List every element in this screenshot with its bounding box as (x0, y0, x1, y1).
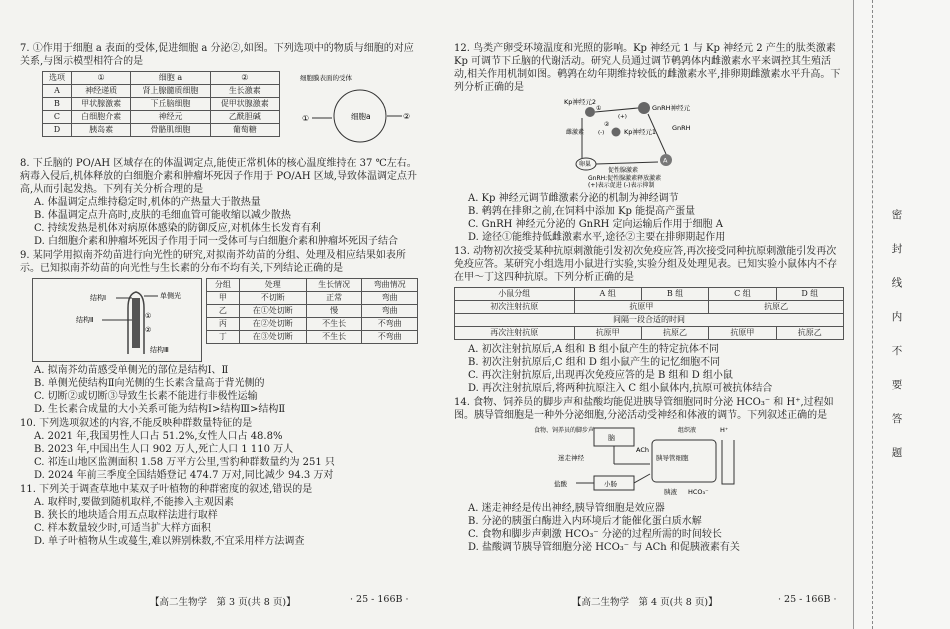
q9-cell: 在②处切断 (239, 318, 306, 331)
question-9 (20, 249, 425, 416)
q14-option-b: B. 分泌的胰蛋白酶进入内环境后才能催化蛋白质水解 (468, 516, 702, 527)
q10-stem: 10. 下列选项叙述的内容,不能反映种群数量特征的是 (20, 418, 253, 429)
q8-stem: 8. 下丘脑的 PO/AH 区域存在的体温调定点,能使正常机体的核心温度维持在 37 ℃左右。病毒入侵后,机体释放的白细胞介素和肿瘤坏死因子作用于 PO/AH 区域,导致体温调定点升高,从而引起发热。下列有关分析合理的是 (20, 158, 417, 195)
q9-option-b: B. 单侧光使结构Ⅱ向光侧的生长素含量高于背光侧的 (34, 378, 265, 389)
q9-header: 生长情况 (306, 279, 362, 292)
q9-structure-3-label: 结构Ⅲ (150, 346, 169, 354)
q7-header: 细胞 a (131, 72, 210, 85)
seal-char: 密 (891, 209, 903, 221)
q13-cell: 初次注射抗原 (455, 301, 575, 314)
q9-cell: 丙 (207, 318, 240, 331)
q12-option-d: D. 途径①能维持低雌激素水平,途径②主要在排卵期起作用 (468, 232, 726, 243)
left-column (20, 42, 425, 548)
q7-cell: 骨骼肌细胞 (131, 124, 210, 137)
q9-cut-1-label: ① (145, 312, 152, 320)
q7-input-label: ① (302, 114, 310, 123)
q7-cell: C (43, 111, 72, 124)
question-11 (20, 483, 425, 548)
q13-option-a: A. 初次注射抗原后,A 组和 B 组小鼠产生的特定抗体不同 (468, 344, 719, 355)
q9-cell: 弯曲 (362, 305, 418, 318)
q12-ovary-label: 卵巢 (579, 161, 592, 168)
q14-intestine-to-duct (634, 474, 650, 483)
q9-cell: 乙 (207, 305, 240, 318)
q9-seedling-stem (132, 298, 140, 348)
q14-duct-cell-label: 胰导管细胞 (656, 454, 689, 462)
q9-cut-2-label: ② (145, 326, 152, 334)
q9-cell: 不切断 (239, 292, 306, 305)
q13-cell: 抗原乙 (709, 301, 844, 314)
q9-structure-1-label: 结构Ⅰ (90, 294, 107, 302)
q8-option-a: A. 体温调定点维持稳定时,机体的产热量大于散热量 (34, 197, 261, 208)
q12-option-b: B. 鹌鹑在排卵之前,在饲料中添加 Kp 能提高产蛋量 (468, 206, 696, 217)
q9-stem: 9. 某同学用拟南芥幼苗进行向光性的研究,对拟南芥幼苗的分组、处理及相应结果如表所示。已知拟南芥幼苗的向光性与生长素的分布不均有关,下列结论正确的是 (20, 250, 406, 274)
question-10 (20, 417, 425, 482)
q10-option-a: A. 2021 年,我国男性人口占 51.2%,女性人口占 48.8% (34, 431, 283, 442)
q14-juice-label: 胰液 (664, 488, 677, 496)
q12-gnrh-neuron (638, 102, 650, 114)
q7-cell-diagram (298, 71, 418, 149)
q12-hormone-arrow (596, 162, 658, 164)
q13-interval-row: 间隔一段合适的时间 (455, 314, 844, 327)
q14-intestine-label: 小肠 (604, 480, 617, 488)
seal-dashed-line (872, 0, 873, 629)
seal-char: 答 (891, 413, 903, 425)
q7-cell: 白细胞介素 (71, 111, 130, 124)
q9-cell: 慢 (306, 305, 362, 318)
q12-kp1-label: Kp神经元1 (624, 128, 657, 136)
seal-char: 不 (891, 345, 903, 357)
q13-header: C 组 (709, 288, 776, 301)
q7-cell: 甲状腺激素 (71, 98, 130, 111)
seal-char: 封 (891, 243, 903, 255)
seal-char: 要 (891, 379, 903, 391)
q9-cell: 不弯曲 (362, 318, 418, 331)
q7-cell: 促甲状腺激素 (210, 98, 279, 111)
q14-ach-label: ACh (636, 446, 649, 454)
q14-hplus-label: H⁺ (720, 426, 729, 434)
q9-cell: 不生长 (306, 331, 362, 344)
q14-secretion-diagram (528, 424, 768, 498)
left-page-footer: 【高二生物学 第 3 页(共 8 页)】 (150, 597, 296, 608)
q14-option-c: C. 食物和脚步声刺激 HCO₃⁻ 分泌的过程所需的时间较长 (468, 529, 722, 540)
seal-char: 线 (891, 277, 903, 289)
q7-output-label: ② (403, 112, 411, 121)
q9-cell: 不弯曲 (362, 331, 418, 344)
q14-food-label: 食物、饲养员的脚步声 (534, 427, 595, 434)
q8-option-b: B. 体温调定点升高时,皮肤的毛细血管可能收缩以减少散热 (34, 210, 291, 221)
q11-option-a: A. 取样时,要做到随机取样,不能掺入主观因素 (34, 497, 234, 508)
q12-mechanism-diagram (558, 96, 758, 188)
q12-kp2-axon (595, 108, 638, 112)
q10-option-b: B. 2023 年,中国出生人口 902 万人,死亡人口 1 110 万人 (34, 444, 294, 455)
q9-cell: 甲 (207, 292, 240, 305)
q13-table (454, 287, 844, 340)
q14-duct-lumen (722, 440, 734, 484)
q12-path-2-label: ② (604, 121, 610, 128)
q7-cell: 神经元 (131, 111, 210, 124)
q12-legend-1: GnRH:促性腺激素释放激素 (588, 175, 662, 182)
q14-acid-label: 盐酸 (554, 480, 567, 488)
q13-option-c: C. 再次注射抗原后,出现再次免疫应答的是 B 组和 D 组小鼠 (468, 370, 733, 381)
q9-cell: 丁 (207, 331, 240, 344)
left-page-code: · 25 - 166B · (350, 594, 409, 605)
q7-cell: 下丘脑细胞 (131, 98, 210, 111)
q13-option-b: B. 初次注射抗原后,C 组和 D 组小鼠产生的记忆细胞不同 (468, 357, 721, 368)
q9-header: 分组 (207, 279, 240, 292)
q7-cell: 葡萄糖 (210, 124, 279, 137)
q11-option-c: C. 样本数量较少时,可适当扩大样方面积 (34, 523, 211, 534)
q9-option-c: C. 切断②或切断③导致生长素不能进行非极性运输 (34, 391, 258, 402)
q14-option-a: A. 迷走神经是传出神经,胰导管细胞是效应器 (468, 503, 665, 514)
q7-cell-label: 细胞a (351, 112, 371, 121)
q10-option-c: C. 祁连山地区监测面积 1.58 万平方公里,雪豹种群数量约为 251 只 (34, 457, 335, 468)
q13-header: D 组 (776, 288, 843, 301)
q11-option-b: B. 狭长的地块适合用五点取样法进行取样 (34, 510, 218, 521)
q13-header: A 组 (574, 288, 641, 301)
q9-option-a: A. 拟南芥幼苗感受单侧光的部位是结构Ⅰ、Ⅱ (34, 365, 229, 376)
question-12 (454, 42, 844, 244)
q14-stem: 14. 食物、饲养员的脚步声和盐酸均能促进胰导管细胞同时分泌 HCO₃⁻ 和 H⁺,过程如图。胰导管细胞是一种外分泌细胞,分泌活动受神经和体液的调节。下列叙述正确的是 (454, 397, 834, 421)
q9-table (206, 278, 418, 344)
q13-option-d: D. 再次注射抗原后,将两种抗原注入 C 组小鼠体内,抗原可被抗体结合 (468, 383, 773, 394)
question-7 (20, 42, 425, 149)
q12-option-a: A. Kp 神经元调节雌激素分泌的机制为神经调节 (468, 193, 679, 204)
q9-structure-2-label: 结构Ⅱ (76, 316, 94, 324)
question-14 (454, 396, 844, 554)
q13-stem: 13. 动物初次接受某种抗原刺激能引发初次免疫应答,再次接受同种抗原刺激能引发再次免疫应答。某研究小组选用小鼠进行实验,实验分组及处理见表。已知实验小鼠体内不存在甲～丁这四种抗原。下列分析正确的是 (454, 246, 838, 283)
q12-stem: 12. 鸟类产卵受环境温度和光照的影响。Kp 神经元 1 与 Kp 神经元 2 产生的肽类激素 Kp 可调节下丘脑的代谢活动。研究人员通过调节鹌鹑体内雌激素水平来调控其生殖活动,相关作用机制如图。鹌鹑在幼年期维持较低的雌激素水平,排卵期雌激素水平升高。下列分析正确的是 (454, 43, 841, 93)
q7-header: ① (71, 72, 130, 85)
right-page-footer: 【高二生物学 第 4 页(共 8 页)】 (572, 597, 718, 608)
q9-cell: 在③处切断 (239, 331, 306, 344)
q12-kp1-neuron (612, 128, 621, 137)
q11-stem: 11. 下列关于调查草地中某双子叶植物的种群密度的叙述,错误的是 (20, 484, 313, 495)
seal-char: 内 (891, 311, 903, 323)
q12-plus-1: (+) (618, 114, 627, 120)
q9-seedling-diagram (32, 278, 202, 362)
question-8 (20, 157, 425, 248)
q12-kp2-neuron (585, 107, 595, 117)
q7-cell: 神经递质 (71, 85, 130, 98)
q13-cell: 抗原甲 (574, 301, 709, 314)
q14-brain-label: 脑 (608, 434, 615, 442)
q14-hco3-label: HCO₃⁻ (688, 488, 709, 496)
q12-minus: (-) (598, 130, 605, 136)
q14-option-d: D. 盐酸调节胰导管细胞分泌 HCO₃⁻ 与 ACh 和促胰液素有关 (468, 542, 740, 553)
q12-gnrh-neuron-label: GnRH神经元 (652, 104, 691, 112)
seal-text (890, 205, 904, 477)
q7-cell: B (43, 98, 72, 111)
q12-legend-2: (+)表示促进 (-)表示抑制 (588, 182, 655, 188)
q7-cell: 胰岛素 (71, 124, 130, 137)
right-column (454, 42, 844, 554)
q9-cell: 不生长 (306, 318, 362, 331)
q14-vagus-label: 迷走神经 (558, 454, 584, 462)
q14-tissue-label: 组织液 (678, 427, 697, 434)
q7-header: ② (210, 72, 279, 85)
q12-promote-label: 促性腺激素 (608, 167, 639, 174)
q7-receptor-label: 细胞膜表面的受体 (300, 74, 352, 82)
q13-cell: 抗原甲 (574, 327, 641, 340)
q7-cell: 生长激素 (210, 85, 279, 98)
q7-header: 选项 (43, 72, 72, 85)
q13-cell: 抗原乙 (641, 327, 708, 340)
q7-cell: A (43, 85, 72, 98)
seal-char: 题 (891, 447, 903, 459)
q7-cell: D (43, 124, 72, 137)
q7-cell: 乙酰胆碱 (210, 111, 279, 124)
q8-option-c: C. 持续发热是机体对病原体感染的防御反应,对机体生长发育有利 (34, 223, 321, 234)
right-page-code: · 25 - 166B · (778, 594, 837, 605)
q7-cell: 肾上腺髓质细胞 (131, 85, 210, 98)
q8-option-d: D. 白细胞介素和肿瘤坏死因子作用于同一受体可与白细胞介素和肿瘤坏死因子结合 (34, 236, 399, 247)
q13-cell: 再次注射抗原 (455, 327, 575, 340)
q9-cell: 在①处切断 (239, 305, 306, 318)
q12-option-c: C. GnRH 神经元分泌的 GnRH 定向运输后作用于细胞 A (468, 219, 723, 230)
q9-cell: 弯曲 (362, 292, 418, 305)
q12-axis-label: 雌激素 (566, 129, 585, 136)
q9-cell: 正常 (306, 292, 362, 305)
q11-option-d: D. 单子叶植物从生或蔓生,难以辨别株数,不宜采用样方法调查 (34, 536, 305, 547)
q9-light-label: 单侧光 (160, 292, 181, 300)
seal-strip (853, 0, 950, 629)
question-13 (454, 245, 844, 395)
q13-header: B 组 (641, 288, 708, 301)
q9-option-d: D. 生长素合成量的大小关系可能为结构Ⅰ>结构Ⅲ>结构Ⅱ (34, 404, 286, 415)
q9-header: 弯曲情况 (362, 279, 418, 292)
q13-cell: 抗原甲 (709, 327, 776, 340)
q13-cell: 抗原乙 (776, 327, 843, 340)
q10-option-d: D. 2024 年前三季度全国结婚登记 474.7 万对,同比减少 94.3 万对 (34, 470, 334, 481)
q7-table (42, 71, 280, 137)
q7-stem: 7. ①作用于细胞 a 表面的受体,促进细胞 a 分泌②,如图。下列选项中的物质与细胞的对应关系,与图示模型相符合的是 (20, 43, 414, 67)
q12-gnrh-label: GnRH (672, 124, 691, 132)
q9-header: 处理 (239, 279, 306, 292)
q12-kp2-label: Kp神经元2 (564, 98, 597, 106)
q12-path-1-label: ① (596, 105, 602, 112)
q13-header: 小鼠分组 (455, 288, 575, 301)
q12-cell-a-label: A (663, 156, 668, 165)
